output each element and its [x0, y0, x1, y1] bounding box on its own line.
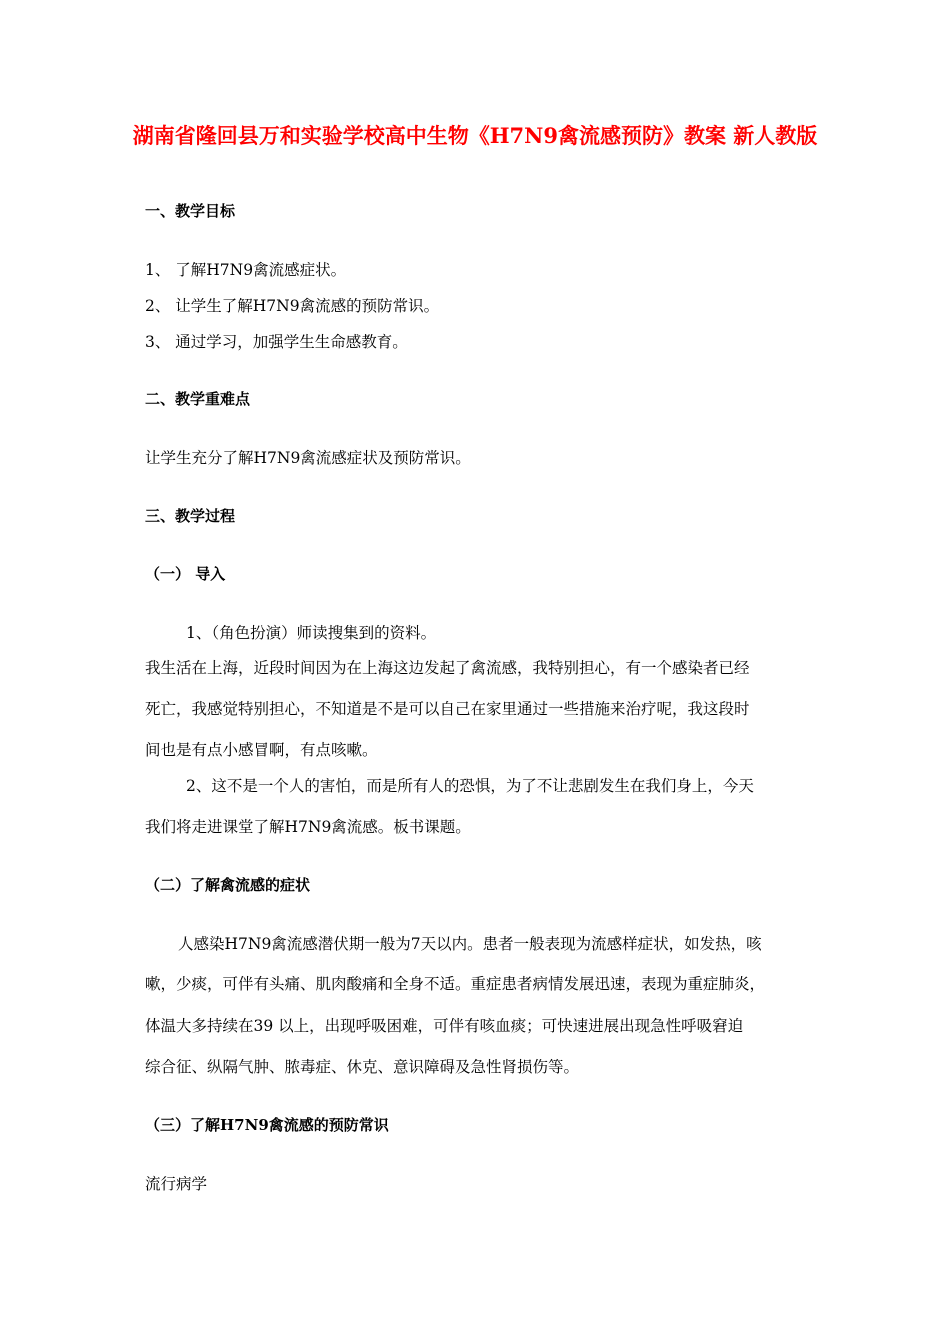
- section-heading-goals: 一、教学目标: [145, 202, 236, 220]
- goal-item-2: 2、 让学生了解H7N9禽流感的预防常识。: [145, 297, 440, 315]
- intro-paragraph-2-line-2: 死亡，我感觉特别担心，不知道是不是可以自己在家里通过一些措施来治疗呢，我这段时: [145, 700, 750, 718]
- symptoms-line-1: 人感染H7N9禽流感潜伏期一般为7天以内。患者一般表现为流感样症状，如发热，咳: [178, 935, 762, 953]
- symptoms-line-2: 嗽，少痰，可伴有头痛、肌肉酸痛和全身不适。重症患者病情发展迅速，表现为重症肺炎，: [145, 975, 766, 993]
- intro-paragraph-3-line-2: 我们将走进课堂了解H7N9禽流感。板书课题。: [145, 818, 471, 836]
- symptoms-line-3: 体温大多持续在39 以上，出现呼吸困难，可伴有咳血痰；可快速进展出现急性呼吸窘迫: [145, 1017, 744, 1035]
- subsection-heading-symptoms: （二）了解禽流感的症状: [145, 876, 311, 894]
- document-title: 湖南省隆回县万和实验学校高中生物《H7N9禽流感预防》教案 新人教版: [132, 123, 818, 148]
- subsection-heading-prevention: （三）了解H7N9禽流感的预防常识: [145, 1116, 389, 1134]
- intro-paragraph-3-line-1: 2、这不是一个人的害怕，而是所有人的恐惧，为了不让悲剧发生在我们身上，今天: [186, 777, 754, 795]
- key-points-text: 让学生充分了解H7N9禽流感症状及预防常识。: [145, 449, 471, 467]
- intro-paragraph-2-line-1: 我生活在上海，近段时间因为在上海这边发起了禽流感，我特别担心，有一个感染者已经: [145, 659, 750, 677]
- goal-item-3: 3、 通过学习，加强学生生命感教育。: [145, 333, 408, 351]
- section-heading-key-points: 二、教学重难点: [145, 390, 251, 408]
- section-heading-process: 三、教学过程: [145, 507, 236, 525]
- prevention-text: 流行病学: [145, 1175, 208, 1193]
- subsection-heading-intro: （一） 导入: [145, 565, 226, 583]
- symptoms-line-4: 综合征、纵隔气肿、脓毒症、休克、意识障碍及急性肾损伤等。: [145, 1058, 580, 1076]
- intro-paragraph-2-line-3: 间也是有点小感冒啊，有点咳嗽。: [145, 741, 378, 759]
- goal-item-1: 1、 了解H7N9禽流感症状。: [145, 261, 347, 279]
- intro-paragraph-1: 1、（角色扮演）师读搜集到的资料。: [186, 624, 437, 642]
